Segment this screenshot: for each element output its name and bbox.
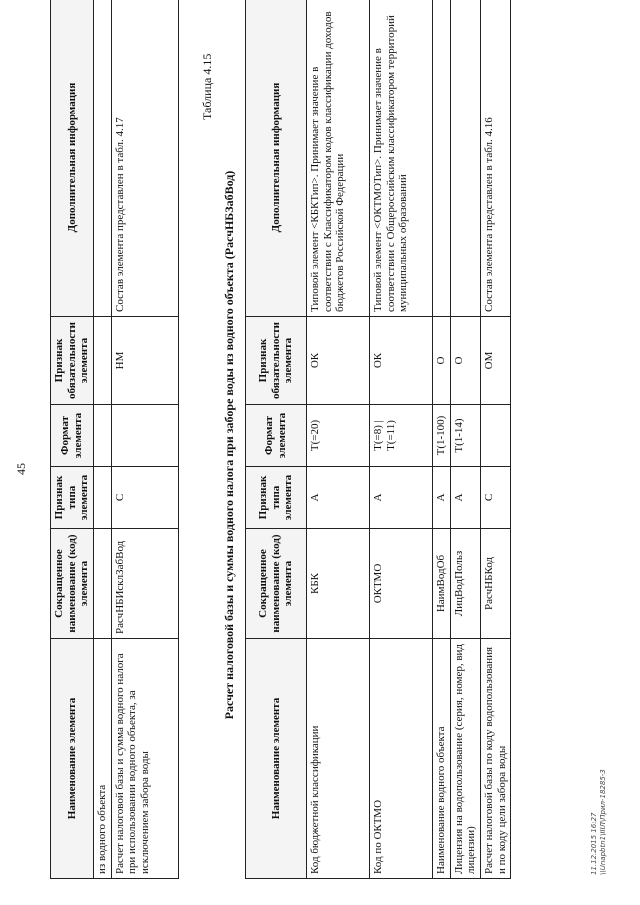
cell-name: Лицензия на водопользование (серия, номер, вид лицензии): [450, 639, 480, 879]
col-header-info: Дополнительная информация: [246, 0, 307, 317]
cell-code: [93, 529, 111, 639]
cell-type: С: [480, 467, 510, 529]
cell-info: Типовой элемент <КБКТип>. Принимает значение в соответствии с Классификатором кодов классификации доходов бюджетов Российской Федерации: [307, 0, 370, 317]
table-header-row: [246, 0, 307, 879]
table-row: [307, 0, 370, 879]
cell-info: Типовой элемент <ОКТМОТип>. Принимает значение в соответствии с Общероссийским классификатором территорий муниципальных образований: [370, 0, 433, 317]
col-header-type: Признак типа элемента: [246, 467, 307, 529]
cell-required: О: [433, 317, 451, 405]
page-number: 45: [14, 463, 28, 475]
cell-required: [93, 317, 111, 405]
cell-required: ОМ: [480, 317, 510, 405]
print-stamp-date: 11.12.2015 16:27: [590, 812, 598, 875]
cell-format: T(=20): [307, 405, 370, 467]
col-header-format: Формат элемента: [246, 405, 307, 467]
table-row: [370, 0, 433, 879]
cell-format: T(=8) | T(=11): [370, 405, 433, 467]
cell-code: ЛицВодПольз: [450, 529, 480, 639]
cell-code: ОКТМО: [370, 529, 433, 639]
print-stamp: [590, 769, 608, 875]
cell-type: [93, 467, 111, 529]
cell-format: T(1-100): [433, 405, 451, 467]
table-row: [480, 0, 510, 879]
cell-info: [93, 0, 111, 317]
cell-type: А: [370, 467, 433, 529]
col-header-info: Дополнительная информация: [51, 0, 94, 317]
table-header-row: [51, 0, 94, 879]
col-header-name: Наименование элемента: [51, 639, 94, 879]
cell-format: [111, 405, 178, 467]
cell-name: Расчет налоговой базы и сумма водного налога при использовании водного объекта, за исключением забора воды: [111, 639, 178, 879]
cell-name: из водного объекта: [93, 639, 111, 879]
table-caption: Расчет налоговой базы и суммы водного налога при заборе воды из водного объекта (РасчНБЗабВод): [222, 170, 236, 720]
cell-required: ОК: [370, 317, 433, 405]
cell-code: РасчНБКод: [480, 529, 510, 639]
table-row: [450, 0, 480, 879]
cell-name: Расчет налоговой базы по коду водопользования и по коду цели забора воды: [480, 639, 510, 879]
cell-format: [480, 405, 510, 467]
cell-name: Наименование водного объекта: [433, 639, 451, 879]
table-row: [93, 0, 111, 879]
print-stamp-path: \\Unapbtn1\IIIЛ\Прил-18285-3: [599, 769, 608, 875]
cell-code: РасчНБИсклЗабВод: [111, 529, 178, 639]
col-header-name: Наименование элемента: [246, 639, 307, 879]
col-header-format: Формат элемента: [51, 405, 94, 467]
cell-format: [93, 405, 111, 467]
cell-type: С: [111, 467, 178, 529]
table-continuation: [50, 0, 179, 879]
table-row: [433, 0, 451, 879]
col-header-code: Сокращенное наименование (код) элемента: [51, 529, 94, 639]
col-header-required: Признак обязательности элемента: [246, 317, 307, 405]
cell-code: НаимВодОб: [433, 529, 451, 639]
cell-format: T(1-14): [450, 405, 480, 467]
cell-required: ОК: [307, 317, 370, 405]
cell-name: Код по ОКТМО: [370, 639, 433, 879]
cell-required: О: [450, 317, 480, 405]
cell-type: А: [307, 467, 370, 529]
cell-code: КБК: [307, 529, 370, 639]
col-header-type: Признак типа элемента: [51, 467, 94, 529]
col-header-code: Сокращенное наименование (код) элемента: [246, 529, 307, 639]
table-row: [111, 0, 178, 879]
table-number-label: Таблица 4.15: [200, 53, 214, 120]
cell-info: Состав элемента представлен в табл. 4.17: [111, 0, 178, 317]
col-header-required: Признак обязательности элемента: [51, 317, 94, 405]
cell-type: А: [433, 467, 451, 529]
cell-info: [450, 0, 480, 317]
cell-type: А: [450, 467, 480, 529]
table-4-15: [245, 0, 511, 879]
cell-name: Код бюджетной классификации: [307, 639, 370, 879]
cell-info: Состав элемента представлен в табл. 4.16: [480, 0, 510, 317]
cell-info: [433, 0, 451, 317]
cell-required: НМ: [111, 317, 178, 405]
